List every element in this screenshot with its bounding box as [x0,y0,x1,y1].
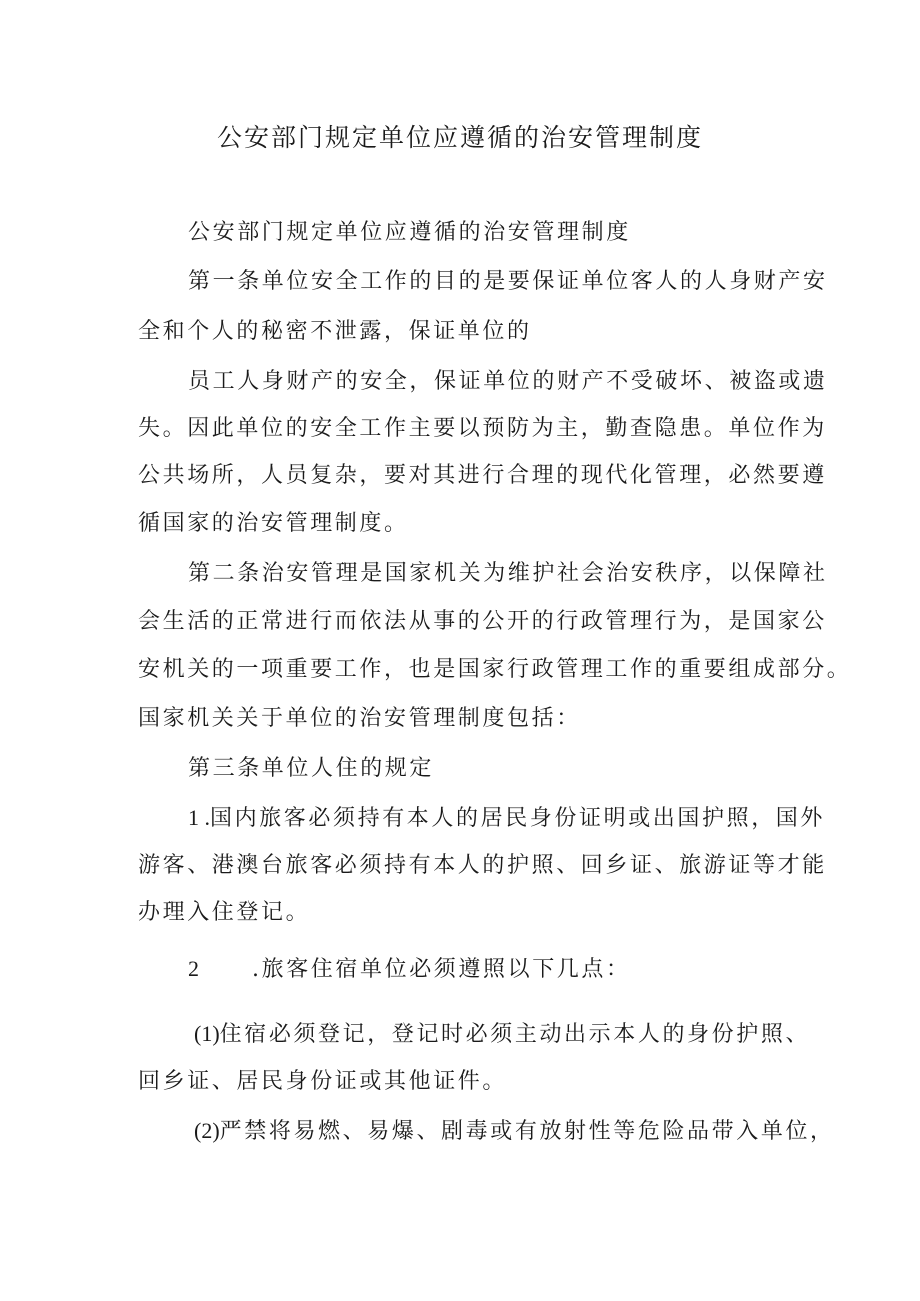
sub-item-2 [194,1117,835,1146]
list-item-1 [188,804,825,833]
paragraph-line: 会生活的正常进行而依法从事的公开的行政管理行为，是国家公 [138,609,827,634]
sub-item-text: 严禁将易燃、易爆、剧毒或有放射性等危险品带入单位， [219,1119,835,1144]
document-title: 公安部门规定单位应遵循的治安管理制度 [216,123,703,152]
sub-item-1 [194,1020,810,1049]
paragraph-line: 回乡证、居民身份证或其他证件。 [138,1069,508,1094]
paragraph-line: 第一条单位安全工作的目的是要保证单位客人的人身财产安 [188,269,828,294]
list-item-text: 国内旅客必须持有本人的居民身份证明或出国护照，国外 [210,806,826,831]
paragraph-line: 失。因此单位的安全工作主要以预防为主，勤查隐患。单位作为 [138,416,827,441]
paragraph-line: 公共场所，人员复杂，要对其进行合理的现代化管理，必然要遵 [138,463,827,488]
paragraph-line: 国家机关关于单位的治安管理制度包括： [138,706,581,731]
paragraph-line: 安机关的一项重要工作，也是国家行政管理工作的重要组成部分。 [138,657,852,682]
paragraph-line: 第三条单位人住的规定 [188,756,435,781]
paragraph-line: 员工人身财产的安全，保证单位的财产不受破坏、被盗或遗 [188,369,828,394]
list-marker: 2 [188,956,199,981]
list-item-2 [188,955,631,984]
paragraph-line: 办理入住登记。 [138,900,311,925]
paragraph-line: 游客、港澳台旅客必须持有本人的护照、回乡证、旅游证等才能 [138,853,827,878]
paragraph-line: 循国家的治安管理制度。 [138,511,409,536]
paragraph-line: 第二条治安管理是国家机关为维护社会治安秩序，以保障社 [188,561,828,586]
paragraph-line: 公安部门规定单位应遵循的治安管理制度 [188,220,631,245]
sub-marker: (2) [194,1118,220,1143]
paragraph-line: 全和个人的秘密不泄露，保证单位的 [138,319,532,344]
list-item-text: .旅客住宿单位必须遵照以下几点： [252,957,631,982]
list-marker: 1 . [188,805,210,830]
sub-marker: (1) [194,1021,220,1046]
sub-item-text: 住宿必须登记，登记时必须主动出示本人的身份护照、 [219,1022,811,1047]
